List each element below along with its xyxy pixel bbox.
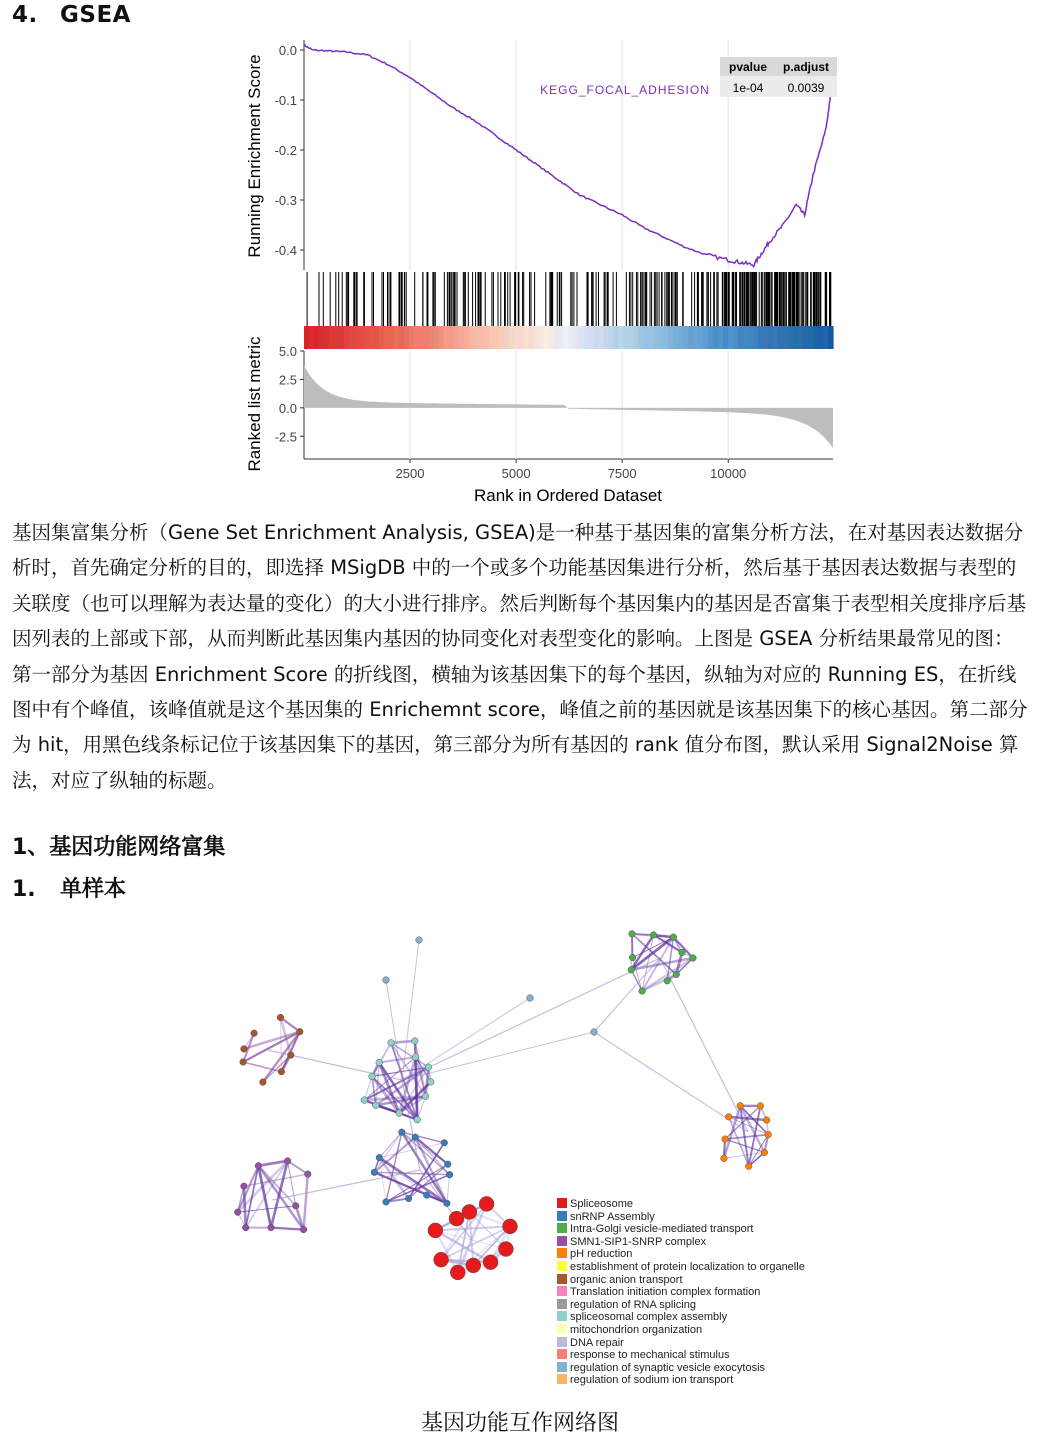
heatbar-segment bbox=[459, 326, 465, 349]
gsea-description: 基因集富集分析（Gene Set Enrichment Analysis, GSEA)是一种基于基因集的富集分析方法，在对基因表达数据分析时，首先确定分析的目的，即选择 MSigDB 中的一个或多个功能基因集进行分析，然后基于基因表达数据与表型的关联度（也可以理解为表达量的变化）的大小进行排序。然后判断每个基因集内的基因是否富集于表型相关度排序后基因列表的上部或下部，从而判断此基因集内基因的协同变化对表型变化的影响。上图是 GSEA 分析结果最常见的图：第一部分为基因 Enrichment Score 的折线图，横轴为该基因集下的每个基因，纵轴为对应的 Running ES，在折线图中有个峰值，该峰值就是这个基因集的 Enrichemnt score，峰值之前的基因就是该基因集下的核心基因。第二部分为 hit，用黑色线条标记位于该基因集下的基因，第三部分为所有基因的 rank 值分布图，默认采用 Signal2Noise 算法，对应了纵轴的标题。 bbox=[12, 521, 1028, 792]
network-node bbox=[255, 1162, 262, 1169]
network-node bbox=[757, 1103, 764, 1110]
network-edge bbox=[435, 1226, 510, 1230]
legend-swatch bbox=[557, 1248, 567, 1258]
heatbar-segment bbox=[439, 326, 445, 349]
legend-item bbox=[557, 1374, 805, 1387]
heatbar-segment bbox=[379, 326, 385, 349]
heatbar-segment bbox=[818, 326, 824, 349]
network-node bbox=[673, 971, 680, 978]
legend-label: SMN1-SIP1-SNRP complex bbox=[570, 1235, 707, 1248]
heatbar-segment bbox=[773, 326, 779, 349]
network-node bbox=[241, 1046, 248, 1053]
network-node bbox=[498, 1242, 513, 1257]
legend-swatch bbox=[557, 1311, 567, 1321]
x-tick-label: 5000 bbox=[501, 466, 531, 481]
legend-item bbox=[557, 1362, 805, 1375]
network-node bbox=[763, 1117, 770, 1124]
table-header-padjust: p.adjust bbox=[782, 60, 830, 74]
heatbar-segment bbox=[708, 326, 714, 349]
network-node bbox=[284, 1158, 291, 1165]
heatbar-segment bbox=[643, 326, 649, 349]
network-edge bbox=[632, 934, 633, 958]
legend-label: snRNP Assembly bbox=[570, 1210, 655, 1223]
heatbar-segment bbox=[309, 326, 315, 349]
heatbar-segment bbox=[359, 326, 365, 349]
legend-label: response to mechanical stimulus bbox=[570, 1349, 730, 1362]
gene-set-label: KEGG_FOCAL_ADHESION bbox=[540, 83, 710, 97]
network-edge bbox=[391, 1041, 415, 1043]
legend-item bbox=[557, 1211, 805, 1224]
heatbar-segment bbox=[703, 326, 709, 349]
heatbar-segment bbox=[554, 326, 560, 349]
network-edge bbox=[447, 1175, 450, 1204]
legend-swatch bbox=[557, 1223, 567, 1233]
network-node bbox=[745, 1163, 752, 1170]
legend-label: pH reduction bbox=[570, 1248, 633, 1261]
heatbar-segment bbox=[793, 326, 799, 349]
heatbar-segment bbox=[514, 326, 520, 349]
hit-lines-panel bbox=[307, 272, 831, 326]
y-tick-label: -0.1 bbox=[274, 93, 297, 108]
network-node bbox=[260, 1079, 267, 1086]
heatbar-segment bbox=[339, 326, 345, 349]
network-node bbox=[449, 1211, 464, 1226]
heatbar-segment bbox=[524, 326, 530, 349]
heatbar-segment bbox=[668, 326, 674, 349]
network-node bbox=[441, 1140, 448, 1147]
network-node bbox=[369, 1073, 376, 1080]
network-node bbox=[268, 1224, 275, 1231]
heatbar-segment bbox=[464, 326, 470, 349]
heatbar-segment bbox=[733, 326, 739, 349]
network-node bbox=[383, 977, 390, 984]
heatbar-segment bbox=[608, 326, 614, 349]
heatbar-segment bbox=[454, 326, 460, 349]
section-heading-network: 1、基因功能网络富集 bbox=[12, 835, 226, 860]
network-node bbox=[240, 1059, 247, 1066]
heatbar-segment bbox=[748, 326, 754, 349]
heatbar-segment bbox=[753, 326, 759, 349]
heatbar-segment bbox=[758, 326, 764, 349]
table-value-padjust: 0.0039 bbox=[787, 81, 825, 95]
x-tick-label: 2500 bbox=[395, 466, 425, 481]
heatbar-segment bbox=[633, 326, 639, 349]
heatbar-segment bbox=[618, 326, 624, 349]
network-node bbox=[428, 1079, 435, 1086]
legend-label: Intra-Golgi vesicle-mediated transport bbox=[570, 1223, 754, 1236]
heatbar-segment bbox=[628, 326, 634, 349]
heatbar-segment bbox=[648, 326, 654, 349]
es-axis-label: Running Enrichment Score bbox=[245, 54, 264, 258]
network-node bbox=[278, 1068, 285, 1075]
network-node bbox=[765, 1131, 772, 1138]
network-node bbox=[591, 1029, 598, 1036]
x-axis-label: Rank in Ordered Dataset bbox=[473, 486, 663, 505]
heatbar-segment bbox=[743, 326, 749, 349]
legend-label: establishment of protein localization to organelle bbox=[570, 1260, 805, 1273]
heatbar-segment bbox=[434, 326, 440, 349]
heatbar-segment bbox=[389, 326, 395, 349]
heatbar-segment bbox=[504, 326, 510, 349]
heatbar-segment bbox=[673, 326, 679, 349]
heatbar-segment bbox=[638, 326, 644, 349]
legend-swatch bbox=[557, 1374, 567, 1384]
network-node bbox=[483, 1255, 498, 1270]
heatbar-segment bbox=[409, 326, 415, 349]
x-tick-label: 10000 bbox=[710, 466, 747, 481]
network-edge bbox=[402, 1032, 594, 1080]
network-edge bbox=[402, 998, 530, 1080]
heatbar-segment bbox=[613, 326, 619, 349]
legend-swatch bbox=[557, 1211, 567, 1221]
network-node bbox=[722, 1136, 729, 1143]
network-node bbox=[293, 1203, 300, 1210]
legend-item bbox=[557, 1223, 805, 1236]
y-tick-label: 0.0 bbox=[278, 43, 297, 58]
network-node bbox=[679, 949, 686, 956]
network-node bbox=[527, 995, 534, 1002]
legend-label: Spliceosome bbox=[570, 1198, 633, 1210]
heatbar-segment bbox=[499, 326, 505, 349]
legend-label: organic anion transport bbox=[570, 1273, 683, 1286]
heatbar-segment bbox=[414, 326, 420, 349]
figure-caption: 基因功能互作网络图 bbox=[420, 1411, 619, 1436]
heatbar-segment bbox=[469, 326, 475, 349]
network-node bbox=[479, 1196, 494, 1211]
heatbar-segment bbox=[444, 326, 450, 349]
network-edge bbox=[594, 1032, 748, 1132]
network-node bbox=[424, 1192, 431, 1199]
heatbar-segment bbox=[683, 326, 689, 349]
heatbar-segment bbox=[509, 326, 515, 349]
heatbar-segment bbox=[539, 326, 545, 349]
legend-swatch bbox=[557, 1362, 567, 1372]
heatbar-segment bbox=[384, 326, 390, 349]
network-node bbox=[241, 1183, 248, 1190]
heatbar-segment bbox=[324, 326, 330, 349]
heatbar-segment bbox=[698, 326, 704, 349]
heatbar-segment bbox=[364, 326, 370, 349]
legend-swatch bbox=[557, 1286, 567, 1296]
network-node bbox=[376, 1154, 383, 1161]
network-node bbox=[629, 931, 636, 938]
heatbar-segment bbox=[593, 326, 599, 349]
section-heading-gsea bbox=[12, 2, 131, 28]
ranked-metric-area bbox=[304, 366, 833, 449]
network-edge bbox=[402, 958, 660, 1080]
network-edge bbox=[660, 958, 748, 1132]
heatbar-segment bbox=[803, 326, 809, 349]
network-node bbox=[444, 1200, 451, 1207]
legend-item bbox=[557, 1198, 805, 1211]
network-node bbox=[725, 1114, 732, 1121]
heatbar-segment bbox=[798, 326, 804, 349]
network-edge bbox=[238, 1166, 259, 1213]
y-tick-label: -2.5 bbox=[274, 429, 297, 445]
heatbar-segment bbox=[663, 326, 669, 349]
network-node bbox=[242, 1224, 249, 1231]
heatbar-segment bbox=[678, 326, 684, 349]
heatbar-segment bbox=[489, 326, 495, 349]
legend-swatch bbox=[557, 1299, 567, 1309]
network-node bbox=[737, 1103, 744, 1110]
gsea-plot bbox=[236, 30, 841, 508]
heatbar-segment bbox=[344, 326, 350, 349]
heatbar-segment bbox=[474, 326, 480, 349]
heatbar-segment bbox=[828, 326, 834, 349]
stats-table bbox=[720, 57, 837, 97]
network-node bbox=[396, 1110, 403, 1117]
ranked-metric-panel bbox=[275, 344, 833, 481]
network-legend bbox=[557, 1198, 805, 1387]
heatbar-segment bbox=[549, 326, 555, 349]
heatbar-segment bbox=[314, 326, 320, 349]
network-node bbox=[428, 1223, 443, 1238]
network-node bbox=[305, 1171, 312, 1178]
network-node bbox=[434, 1252, 449, 1267]
heatbar-segment bbox=[484, 326, 490, 349]
heatbar-segment bbox=[419, 326, 425, 349]
heatbar-segment bbox=[578, 326, 584, 349]
heatbar-segment bbox=[494, 326, 500, 349]
network-node bbox=[628, 967, 635, 974]
heatbar-segment bbox=[544, 326, 550, 349]
subsection-heading bbox=[12, 872, 126, 903]
heatbar-segment bbox=[823, 326, 829, 349]
network-node bbox=[650, 932, 657, 939]
network-node bbox=[639, 988, 646, 995]
subsection-number: 1. bbox=[12, 877, 36, 902]
heatbar-segment bbox=[783, 326, 789, 349]
heatbar-segment bbox=[534, 326, 540, 349]
heatbar-segment bbox=[763, 326, 769, 349]
heatbar-segment bbox=[588, 326, 594, 349]
network-node bbox=[376, 1059, 383, 1066]
network-edge bbox=[386, 1132, 402, 1202]
network-edge bbox=[386, 980, 402, 1080]
legend-label: regulation of synaptic vesicle exocytosis bbox=[570, 1361, 766, 1374]
legend-swatch bbox=[557, 1198, 567, 1208]
heatbar-segment bbox=[768, 326, 774, 349]
network-node bbox=[690, 955, 697, 962]
legend-label: regulation of RNA splicing bbox=[570, 1298, 696, 1311]
section-title: GSEA bbox=[60, 2, 131, 28]
heatbar-segment bbox=[319, 326, 325, 349]
legend-item bbox=[557, 1248, 805, 1261]
legend-item bbox=[557, 1236, 805, 1249]
legend-label: regulation of sodium ion transport bbox=[570, 1374, 734, 1387]
network-node bbox=[371, 1169, 378, 1176]
y-tick-label: 5.0 bbox=[278, 344, 297, 359]
heatbar-segment bbox=[713, 326, 719, 349]
y-tick-label: -0.2 bbox=[274, 143, 297, 158]
heatbar-segment bbox=[374, 326, 380, 349]
legend-label: mitochondrion organization bbox=[570, 1323, 703, 1336]
legend-swatch bbox=[557, 1337, 567, 1347]
legend-swatch bbox=[557, 1274, 567, 1284]
section-number: 4. bbox=[12, 2, 38, 28]
legend-label: spliceosomal complex assembly bbox=[570, 1311, 728, 1324]
network-node bbox=[405, 1195, 412, 1202]
heatbar-segment bbox=[429, 326, 435, 349]
network-node bbox=[300, 1226, 307, 1233]
heatbar-segment bbox=[573, 326, 579, 349]
table-value-pvalue: 1e-04 bbox=[732, 81, 764, 95]
heatbar-segment bbox=[349, 326, 355, 349]
network-node bbox=[373, 1102, 380, 1109]
y-tick-label: 0.0 bbox=[278, 400, 297, 416]
network-node bbox=[503, 1219, 518, 1234]
rank-heatbar bbox=[304, 326, 834, 349]
rank-axis-label: Ranked list metric bbox=[245, 336, 264, 472]
network-node bbox=[416, 937, 423, 944]
subsection-title: 单样本 bbox=[60, 877, 127, 902]
legend-item bbox=[557, 1324, 805, 1337]
heatbar-segment bbox=[394, 326, 400, 349]
network-node bbox=[761, 1149, 768, 1156]
network-node bbox=[450, 1265, 465, 1280]
network-node bbox=[251, 1030, 258, 1037]
network-node bbox=[383, 1199, 390, 1206]
network-node bbox=[388, 1040, 395, 1047]
network-node bbox=[412, 1134, 419, 1141]
network-node bbox=[234, 1209, 241, 1216]
heatbar-segment bbox=[693, 326, 699, 349]
heatbar-segment bbox=[369, 326, 375, 349]
heatbar-segment bbox=[449, 326, 455, 349]
heatbar-segment bbox=[788, 326, 794, 349]
heatbar-segment bbox=[559, 326, 565, 349]
y-tick-label: -0.4 bbox=[274, 243, 297, 258]
heatbar-segment bbox=[529, 326, 535, 349]
heatbar-segment bbox=[569, 326, 575, 349]
heatbar-segment bbox=[519, 326, 525, 349]
network-edge bbox=[594, 958, 660, 1032]
legend-item bbox=[557, 1337, 805, 1350]
network-node bbox=[462, 1204, 477, 1219]
network-node bbox=[361, 1097, 368, 1104]
heatbar-segment bbox=[564, 326, 570, 349]
network-edge bbox=[271, 1228, 304, 1230]
network-node bbox=[670, 934, 677, 941]
y-tick-label: 2.5 bbox=[278, 372, 297, 388]
legend-swatch bbox=[557, 1324, 567, 1334]
heatbar-segment bbox=[658, 326, 664, 349]
legend-swatch bbox=[557, 1349, 567, 1359]
heatbar-segment bbox=[688, 326, 694, 349]
heatbar-segment bbox=[738, 326, 744, 349]
network-node bbox=[414, 1116, 421, 1123]
network-edge bbox=[304, 1174, 308, 1230]
network-node bbox=[445, 1161, 452, 1168]
network-node bbox=[664, 978, 671, 985]
legend-label: DNA repair bbox=[570, 1336, 624, 1349]
heatbar-segment bbox=[603, 326, 609, 349]
x-tick-label: 7500 bbox=[607, 466, 637, 481]
heatbar-segment bbox=[399, 326, 405, 349]
heatbar-segment bbox=[424, 326, 430, 349]
heatbar-segment bbox=[728, 326, 734, 349]
heatbar-segment bbox=[653, 326, 659, 349]
heatbar-segment bbox=[304, 326, 310, 349]
heatbar-segment bbox=[808, 326, 814, 349]
heatbar-segment bbox=[334, 326, 340, 349]
heatbar-segment bbox=[598, 326, 604, 349]
heatbar-segment bbox=[583, 326, 589, 349]
heatbar-segment bbox=[778, 326, 784, 349]
heatbar-segment bbox=[404, 326, 410, 349]
legend-item bbox=[557, 1299, 805, 1312]
heatbar-segment bbox=[718, 326, 724, 349]
y-tick-label: -0.3 bbox=[274, 193, 297, 208]
heatbar-segment bbox=[813, 326, 819, 349]
network-node bbox=[422, 1093, 429, 1100]
network-edge bbox=[281, 1018, 282, 1072]
legend-swatch bbox=[557, 1261, 567, 1271]
network-node bbox=[399, 1129, 406, 1136]
legend-item bbox=[557, 1274, 805, 1287]
legend-label: Translation initiation complex formation bbox=[570, 1286, 761, 1299]
network-node bbox=[466, 1258, 481, 1273]
heatbar-segment bbox=[479, 326, 485, 349]
heatbar-segment bbox=[623, 326, 629, 349]
heatbar-segment bbox=[354, 326, 360, 349]
heatbar-segment bbox=[329, 326, 335, 349]
network-node bbox=[425, 1064, 432, 1071]
network-node bbox=[446, 1171, 453, 1178]
network-node bbox=[721, 1155, 728, 1162]
network-node bbox=[412, 1038, 419, 1045]
legend-item bbox=[557, 1286, 805, 1299]
legend-item bbox=[557, 1261, 805, 1274]
network-edge bbox=[288, 1161, 308, 1174]
network-node bbox=[412, 1054, 419, 1061]
network-node bbox=[288, 1052, 295, 1059]
heatbar-segment bbox=[723, 326, 729, 349]
legend-item bbox=[557, 1349, 805, 1362]
legend-item bbox=[557, 1311, 805, 1324]
network-node bbox=[629, 954, 636, 961]
legend-swatch bbox=[557, 1236, 567, 1246]
network-node bbox=[277, 1014, 284, 1021]
network-node bbox=[297, 1028, 304, 1035]
table-header-pvalue: pvalue bbox=[728, 60, 768, 74]
